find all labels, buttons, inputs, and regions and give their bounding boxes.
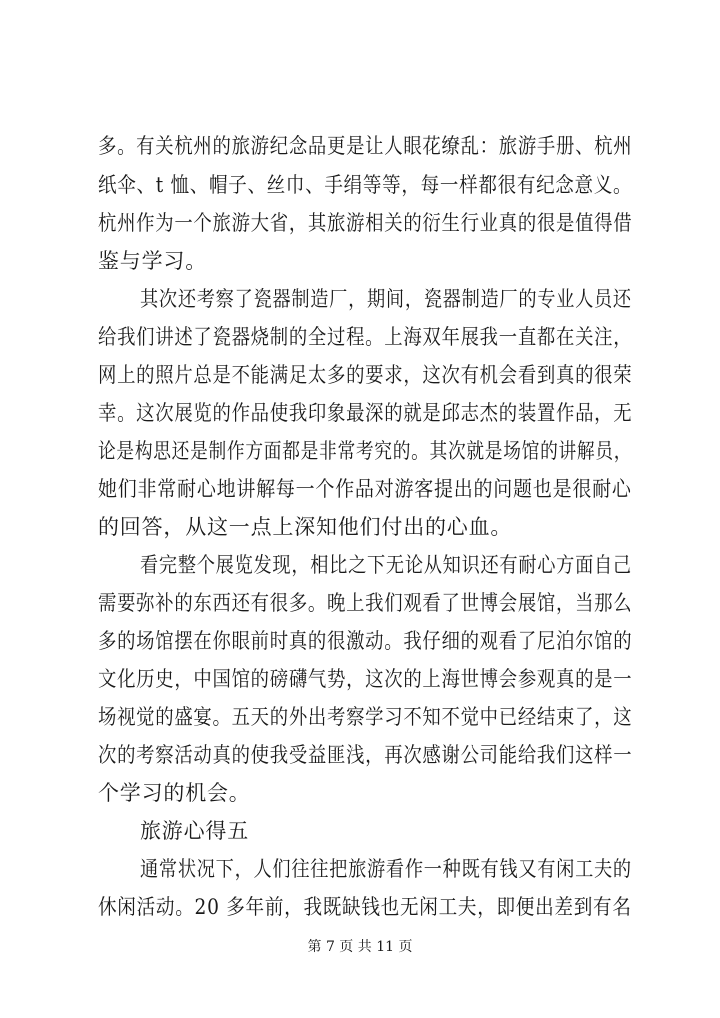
text-line: 次的考察活动真的使我受益匪浅，再次感谢公司能给我们这样一 <box>98 743 633 767</box>
text-line: 鉴与学习。 <box>98 249 207 273</box>
text-line: 幸。这次展览的作品使我印象最深的就是邱志杰的装置作品，无 <box>98 401 633 425</box>
paragraph-first-line: 通常状况下，人们往往把旅游看作一种既有钱又有闲工夫的 <box>140 857 632 881</box>
text-line: 给我们讲述了瓷器烧制的全过程。上海双年展我一直都在关注， <box>98 325 633 349</box>
text-line: 多的场馆摆在你眼前时真的很激动。我仔细的观看了尼泊尔馆的 <box>98 629 633 653</box>
text-line: 个学习的机会。 <box>98 781 251 805</box>
page-number: 第 7 页 共 11 页 <box>307 939 413 955</box>
text-line: 论是构思还是制作方面都是非常考究的。其次就是场馆的讲解员， <box>98 439 633 463</box>
text-line: 她们非常耐心地讲解每一个作品对游客提出的问题也是很耐心 <box>98 477 632 501</box>
text-line: 的回答，从这一点上深知他们付出的心血。 <box>98 515 513 539</box>
text-line: 场视觉的盛宴。五天的外出考察学习不知不觉中已经结束了，这 <box>98 705 633 729</box>
text-line: 纸伞、t 恤、帽子、丝巾、手绢等等，每一样都很有纪念意义。 <box>98 173 633 197</box>
text-line: 需要弥补的东西还有很多。晚上我们观看了世博会展馆，当那么 <box>98 591 633 615</box>
text-line: 文化历史，中国馆的磅礴气势，这次的上海世博会参观真的是一 <box>98 667 633 691</box>
text-line: 网上的照片总是不能满足太多的要求，这次有机会看到真的很荣 <box>98 363 633 387</box>
paragraph-first-line: 看完整个展览发现，相比之下无论从知识还有耐心方面自己 <box>140 553 632 577</box>
paragraph-first-line: 其次还考察了瓷器制造厂，期间，瓷器制造厂的专业人员还 <box>140 287 632 311</box>
text-line: 休闲活动。20 多年前，我既缺钱也无闲工夫，即便出差到有名 <box>98 895 632 919</box>
section-heading: 旅游心得五 <box>140 819 249 843</box>
text-line: 杭州作为一个旅游大省，其旅游相关的衍生行业真的很是值得借 <box>98 211 633 235</box>
text-line: 多。有关杭州的旅游纪念品更是让人眼花缭乱：旅游手册、杭州 <box>98 134 633 158</box>
